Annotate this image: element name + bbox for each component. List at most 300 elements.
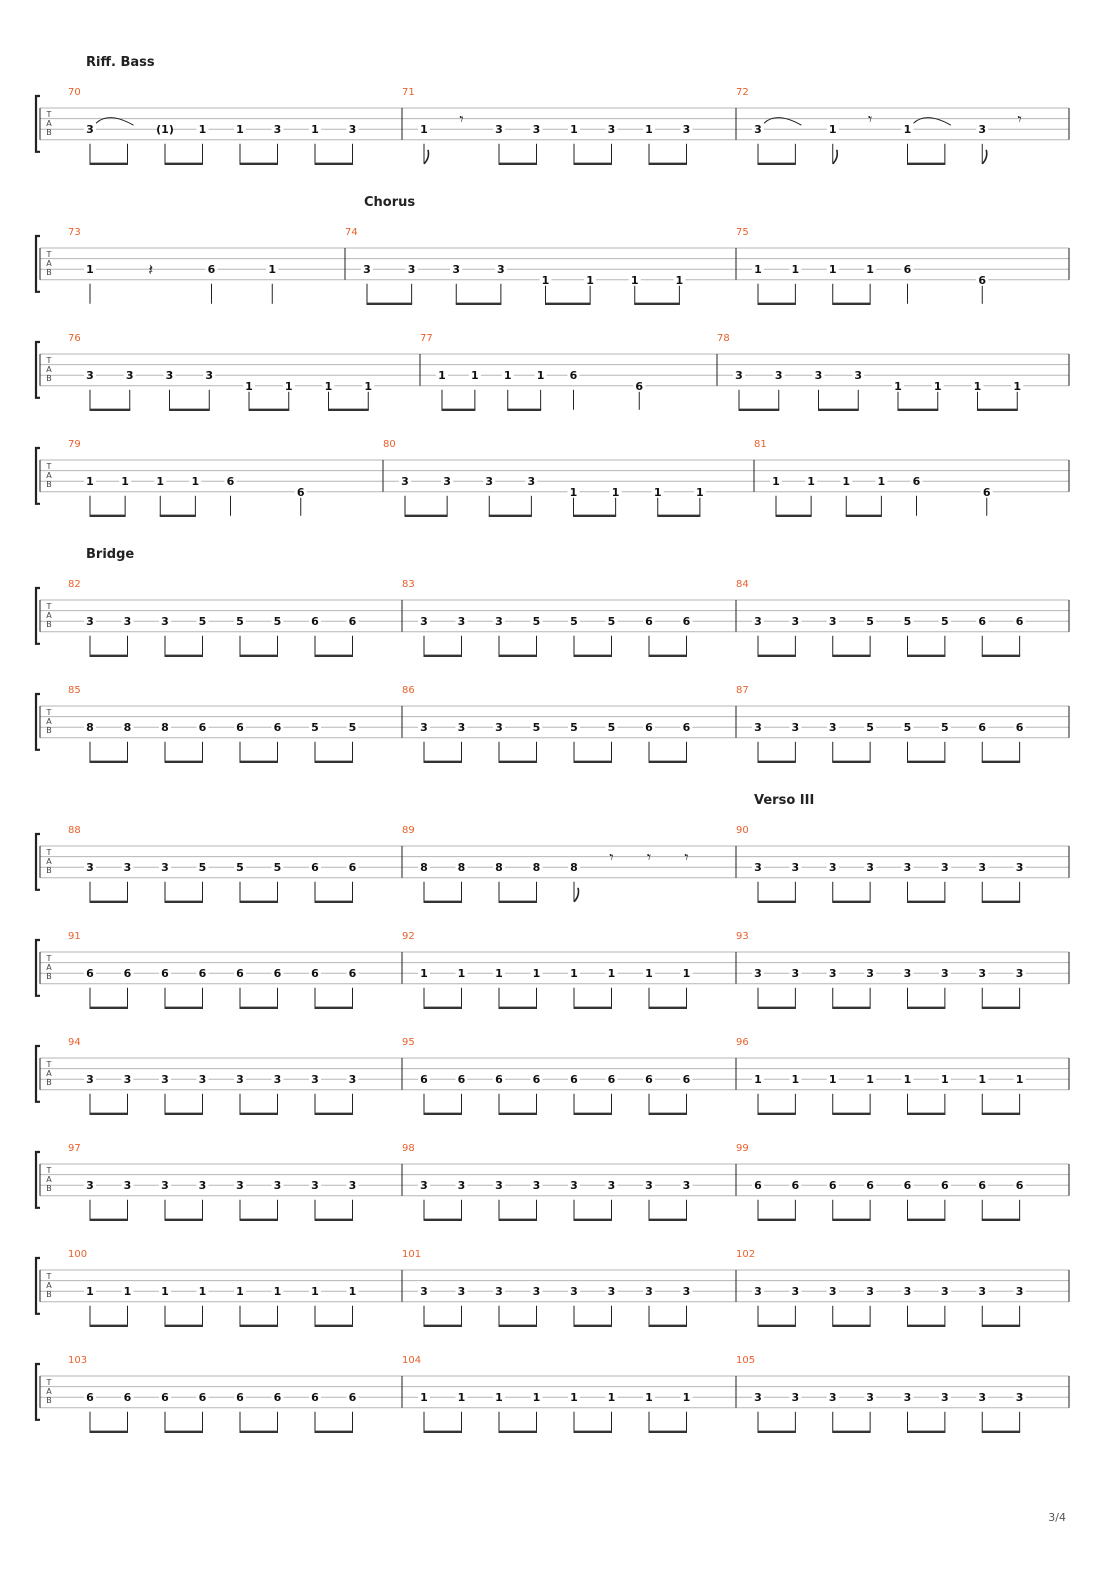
fret-number: 6 xyxy=(982,485,991,499)
fret-number: 6 xyxy=(941,1179,949,1193)
fret-number: 3 xyxy=(161,1179,169,1193)
fret-number: 3 xyxy=(978,861,987,875)
fret-number: 3 xyxy=(682,123,691,137)
page-number: 3/4 xyxy=(1048,1511,1066,1524)
fret-number: 6 xyxy=(273,967,282,981)
bar-number: 79 xyxy=(68,439,81,450)
bar-number: 82 xyxy=(68,579,81,590)
fret-number: 1 xyxy=(236,123,244,137)
tab-clef-letter: T xyxy=(46,954,52,963)
fret-number: 3 xyxy=(457,1179,466,1193)
fret-number: 6 xyxy=(86,1391,94,1405)
system-bracket xyxy=(36,1364,40,1420)
fret-number: 3 xyxy=(123,861,132,875)
fret-number: 1 xyxy=(268,263,277,277)
fret-number: 3 xyxy=(273,123,282,137)
fret-number: 3 xyxy=(401,475,409,489)
fret-number: 6 xyxy=(1015,1179,1024,1193)
bar-number: 80 xyxy=(383,439,396,450)
fret-number: 6 xyxy=(348,615,357,629)
bar-number: 81 xyxy=(754,439,767,450)
bar-number: 88 xyxy=(68,825,81,836)
fret-number: 5 xyxy=(903,615,912,629)
tab-clef-letter: B xyxy=(46,972,52,981)
tab-clef-letter: B xyxy=(46,1184,52,1193)
system-bracket xyxy=(36,448,40,504)
fret-number: 1 xyxy=(495,967,503,981)
tab-clef-letter: T xyxy=(46,1272,52,1281)
bar-number: 94 xyxy=(68,1037,81,1048)
bar-number: 87 xyxy=(736,685,749,696)
tab-clef-letter: T xyxy=(46,110,52,119)
fret-number: 3 xyxy=(570,1179,578,1193)
fret-number: 5 xyxy=(570,615,578,629)
fret-number: 3 xyxy=(236,1073,244,1087)
bar-number: 99 xyxy=(736,1143,749,1154)
tab-clef-letter: T xyxy=(46,1060,52,1069)
bar-number: 95 xyxy=(402,1037,415,1048)
fret-number: 1 xyxy=(438,369,446,383)
fret-number: 3 xyxy=(754,721,762,735)
fret-number: 3 xyxy=(495,615,503,629)
fret-number: 6 xyxy=(1015,615,1024,629)
fret-number: 6 xyxy=(123,967,132,981)
fret-number: 3 xyxy=(86,861,94,875)
fret-number: 6 xyxy=(682,721,691,735)
system-bracket xyxy=(36,1152,40,1208)
fret-number: 1 xyxy=(682,967,691,981)
bar-number: 86 xyxy=(402,685,415,696)
fret-number: 5 xyxy=(311,721,319,735)
bar-number: 89 xyxy=(402,825,415,836)
tab-clef-letter: A xyxy=(46,611,52,620)
fret-number: 6 xyxy=(311,615,319,629)
fret-number: 6 xyxy=(635,379,644,393)
fret-number: 6 xyxy=(682,1073,691,1087)
fret-number: 6 xyxy=(420,1073,428,1087)
fret-number: 1 xyxy=(903,1073,912,1087)
fret-number: 1 xyxy=(198,1285,207,1299)
fret-number: 1 xyxy=(978,1073,987,1087)
fret-number: 1 xyxy=(198,123,207,137)
fret-number: 6 xyxy=(754,1179,762,1193)
fret-number: 1 xyxy=(653,485,662,499)
fret-number: 1 xyxy=(420,1391,428,1405)
fret-number: 6 xyxy=(866,1179,874,1193)
fret-number: 1 xyxy=(245,379,253,393)
fret-number: 6 xyxy=(296,485,305,499)
tab-clef-letter: T xyxy=(46,1166,52,1175)
section-label: Chorus xyxy=(364,195,416,210)
fret-number: 1 xyxy=(894,379,902,393)
tab-clef-letter: A xyxy=(46,1281,52,1290)
fret-number: 5 xyxy=(532,615,541,629)
fret-number: 3 xyxy=(273,1179,282,1193)
tab-clef-letter: T xyxy=(46,356,52,365)
fret-number: 3 xyxy=(1015,967,1024,981)
fret-number: 3 xyxy=(941,1391,949,1405)
fret-number: 6 xyxy=(682,615,691,629)
system-bracket xyxy=(36,1258,40,1314)
fret-number: 3 xyxy=(161,1073,169,1087)
tab-clef-letter: A xyxy=(46,119,52,128)
fret-number: 3 xyxy=(311,1179,319,1193)
system-bracket xyxy=(36,96,40,152)
fret-number: 6 xyxy=(123,1391,132,1405)
fret-number: 3 xyxy=(457,1285,466,1299)
fret-number: 3 xyxy=(123,615,132,629)
fret-number: 6 xyxy=(645,615,653,629)
fret-number: 3 xyxy=(457,615,466,629)
fret-number: 6 xyxy=(311,1391,319,1405)
fret-number: 1 xyxy=(532,1391,541,1405)
section-label: Riff. Bass xyxy=(86,55,155,70)
section-label: Verso III xyxy=(754,793,815,808)
fret-number: 3 xyxy=(198,1179,207,1193)
fret-number: 5 xyxy=(607,721,616,735)
fret-number: 8 xyxy=(420,861,428,875)
fret-number: 6 xyxy=(311,967,319,981)
tab-clef-letter: B xyxy=(46,620,52,629)
fret-number: 6 xyxy=(161,1391,169,1405)
note-flag xyxy=(574,888,579,902)
fret-number: 3 xyxy=(495,1179,503,1193)
fret-number: 1 xyxy=(941,1073,949,1087)
fret-number: 3 xyxy=(866,1391,874,1405)
fret-number: 1 xyxy=(532,967,541,981)
fret-number: 1 xyxy=(311,1285,319,1299)
fret-number: 6 xyxy=(348,1391,357,1405)
fret-number: 3 xyxy=(754,615,762,629)
fret-number: 3 xyxy=(495,123,503,137)
fret-number: 1 xyxy=(570,123,578,137)
fret-number: 6 xyxy=(569,369,578,383)
fret-number: 1 xyxy=(536,369,545,383)
section-label: Bridge xyxy=(86,547,135,562)
fret-number: 1 xyxy=(471,369,479,383)
fret-number: 1 xyxy=(457,967,466,981)
fret-number: 3 xyxy=(443,475,451,489)
fret-number: 5 xyxy=(532,721,541,735)
fret-number: 5 xyxy=(236,615,244,629)
eighth-rest-icon: 𝄾 xyxy=(1017,109,1022,129)
fret-number: 3 xyxy=(311,1073,319,1087)
fret-number: 3 xyxy=(452,263,461,277)
fret-number: 1 xyxy=(607,1391,616,1405)
fret-number: 1 xyxy=(420,967,428,981)
fret-number: 1 xyxy=(828,123,837,137)
fret-number: 5 xyxy=(941,721,949,735)
fret-number: 6 xyxy=(311,861,319,875)
fret-number: 1 xyxy=(828,1073,837,1087)
fret-number: 8 xyxy=(495,861,503,875)
fret-number: 3 xyxy=(420,1179,428,1193)
fret-number: 1 xyxy=(161,1285,169,1299)
fret-number: 1 xyxy=(828,263,837,277)
fret-number: 5 xyxy=(866,615,874,629)
fret-number: 3 xyxy=(941,1285,949,1299)
tab-clef-letter: T xyxy=(46,462,52,471)
bar-number: 70 xyxy=(68,87,81,98)
fret-number: 3 xyxy=(348,123,357,137)
fret-number: 3 xyxy=(978,967,987,981)
fret-number: 1 xyxy=(586,273,594,287)
note-flag xyxy=(833,150,838,164)
fret-number: 6 xyxy=(912,475,921,489)
fret-number: 1 xyxy=(754,1073,762,1087)
fret-number: 5 xyxy=(941,615,949,629)
fret-number: 6 xyxy=(978,273,987,287)
tab-clef-letter: B xyxy=(46,1396,52,1405)
fret-number: 3 xyxy=(754,967,762,981)
bar-number: 90 xyxy=(736,825,749,836)
fret-number: 1 xyxy=(284,379,293,393)
bar-number: 84 xyxy=(736,579,749,590)
fret-number: 3 xyxy=(607,123,616,137)
fret-number: 1 xyxy=(311,123,319,137)
fret-number: 5 xyxy=(198,615,207,629)
fret-number: 3 xyxy=(682,1179,691,1193)
bar-number: 72 xyxy=(736,87,749,98)
fret-number: 3 xyxy=(828,861,837,875)
fret-number: 3 xyxy=(86,369,94,383)
fret-number: 1 xyxy=(842,475,851,489)
tab-clef-letter: B xyxy=(46,1078,52,1087)
fret-number: 1 xyxy=(754,263,762,277)
fret-number: 3 xyxy=(420,721,428,735)
fret-number: 3 xyxy=(1015,1391,1024,1405)
fret-number: 3 xyxy=(363,263,371,277)
fret-number: 3 xyxy=(735,369,743,383)
fret-number: (1) xyxy=(156,123,174,137)
fret-number: 3 xyxy=(236,1179,244,1193)
fret-number: 3 xyxy=(903,861,912,875)
fret-number: 3 xyxy=(978,123,987,137)
bar-number: 71 xyxy=(402,87,415,98)
fret-number: 1 xyxy=(191,475,200,489)
fret-number: 1 xyxy=(645,1391,653,1405)
fret-number: 6 xyxy=(978,1179,987,1193)
tab-clef-letter: T xyxy=(46,602,52,611)
fret-number: 1 xyxy=(645,967,653,981)
eighth-rest-icon: 𝄾 xyxy=(684,847,689,867)
bar-number: 102 xyxy=(736,1249,756,1260)
fret-number: 3 xyxy=(348,1073,357,1087)
fret-number: 8 xyxy=(161,721,169,735)
fret-number: 3 xyxy=(348,1179,357,1193)
bar-number: 83 xyxy=(402,579,415,590)
tab-clef-letter: B xyxy=(46,866,52,875)
fret-number: 3 xyxy=(123,1073,132,1087)
fret-number: 6 xyxy=(236,967,244,981)
fret-number: 8 xyxy=(123,721,132,735)
fret-number: 3 xyxy=(123,1179,132,1193)
fret-number: 3 xyxy=(791,615,800,629)
fret-number: 1 xyxy=(156,475,165,489)
fret-number: 3 xyxy=(903,967,912,981)
fret-number: 3 xyxy=(978,1391,987,1405)
fret-number: 1 xyxy=(807,475,815,489)
fret-number: 1 xyxy=(273,1285,282,1299)
fret-number: 6 xyxy=(236,1391,244,1405)
fret-number: 3 xyxy=(497,263,505,277)
bar-number: 91 xyxy=(68,931,81,942)
fret-number: 6 xyxy=(457,1073,466,1087)
bar-number: 101 xyxy=(402,1249,422,1260)
fret-number: 6 xyxy=(791,1179,800,1193)
fret-number: 5 xyxy=(570,721,578,735)
bar-number: 74 xyxy=(345,227,358,238)
fret-number: 3 xyxy=(86,123,94,137)
bar-number: 98 xyxy=(402,1143,415,1154)
bar-number: 97 xyxy=(68,1143,81,1154)
bar-number: 100 xyxy=(68,1249,88,1260)
fret-number: 3 xyxy=(420,615,428,629)
fret-number: 1 xyxy=(866,1073,874,1087)
fret-number: 3 xyxy=(532,123,541,137)
fret-number: 1 xyxy=(503,369,512,383)
fret-number: 3 xyxy=(570,1285,578,1299)
fret-number: 6 xyxy=(226,475,235,489)
fret-number: 6 xyxy=(198,721,207,735)
fret-number: 1 xyxy=(791,1073,800,1087)
fret-number: 1 xyxy=(420,123,428,137)
fret-number: 6 xyxy=(532,1073,541,1087)
fret-number: 1 xyxy=(675,273,684,287)
fret-number: 1 xyxy=(86,263,94,277)
tab-clef-letter: A xyxy=(46,1175,52,1184)
fret-number: 1 xyxy=(236,1285,244,1299)
system-bracket xyxy=(36,342,40,398)
fret-number: 3 xyxy=(754,1391,762,1405)
fret-number: 5 xyxy=(273,615,282,629)
fret-number: 3 xyxy=(532,1179,541,1193)
fret-number: 3 xyxy=(903,1285,912,1299)
fret-number: 6 xyxy=(236,721,244,735)
system-bracket xyxy=(36,236,40,292)
fret-number: 6 xyxy=(495,1073,503,1087)
fret-number: 3 xyxy=(828,721,837,735)
fret-number: 3 xyxy=(161,615,169,629)
fret-number: 1 xyxy=(611,485,620,499)
fret-number: 6 xyxy=(348,861,357,875)
fret-number: 3 xyxy=(645,1285,653,1299)
fret-number: 3 xyxy=(941,861,949,875)
tab-clef-letter: B xyxy=(46,374,52,383)
eighth-rest-icon: 𝄾 xyxy=(867,109,873,129)
fret-number: 5 xyxy=(198,861,207,875)
fret-number: 6 xyxy=(645,1073,653,1087)
fret-number: 6 xyxy=(903,1179,912,1193)
fret-number: 1 xyxy=(696,485,704,499)
system-bracket xyxy=(36,694,40,750)
fret-number: 1 xyxy=(772,475,780,489)
fret-number: 3 xyxy=(273,1073,282,1087)
fret-number: 3 xyxy=(791,1285,800,1299)
fret-number: 3 xyxy=(205,369,214,383)
fret-number: 6 xyxy=(570,1073,578,1087)
tab-clef-letter: A xyxy=(46,857,52,866)
bar-number: 104 xyxy=(402,1355,422,1366)
fret-number: 3 xyxy=(754,123,762,137)
fret-number: 3 xyxy=(828,1285,837,1299)
fret-number: 1 xyxy=(645,123,653,137)
system-bracket xyxy=(36,940,40,996)
fret-number: 1 xyxy=(933,379,942,393)
fret-number: 3 xyxy=(485,475,494,489)
fret-number: 3 xyxy=(754,1285,762,1299)
fret-number: 5 xyxy=(236,861,244,875)
fret-number: 1 xyxy=(1015,1073,1024,1087)
system-bracket xyxy=(36,588,40,644)
note-flag xyxy=(982,150,987,164)
fret-number: 3 xyxy=(86,1073,94,1087)
fret-number: 3 xyxy=(791,967,800,981)
tab-clef-letter: B xyxy=(46,726,52,735)
fret-number: 6 xyxy=(86,967,94,981)
fret-number: 8 xyxy=(457,861,466,875)
fret-number: 6 xyxy=(273,721,282,735)
tab-clef-letter: B xyxy=(46,1290,52,1299)
fret-number: 6 xyxy=(161,967,169,981)
eighth-rest-icon: 𝄾 xyxy=(459,109,464,129)
fret-number: 1 xyxy=(682,1391,691,1405)
fret-number: 3 xyxy=(814,369,823,383)
fret-number: 8 xyxy=(570,861,578,875)
tab-clef-letter: T xyxy=(46,1378,52,1387)
fret-number: 8 xyxy=(532,861,541,875)
tab-clef-letter: B xyxy=(46,480,52,489)
tab-clef-letter: T xyxy=(46,250,52,259)
system-bracket xyxy=(36,1046,40,1102)
fret-number: 3 xyxy=(1015,861,1024,875)
tab-clef-letter: A xyxy=(46,1387,52,1396)
eighth-rest-icon: 𝄾 xyxy=(646,847,652,867)
fret-number: 1 xyxy=(123,1285,132,1299)
fret-number: 5 xyxy=(903,721,912,735)
tab-clef-letter: B xyxy=(46,128,52,137)
fret-number: 1 xyxy=(121,475,129,489)
bar-number: 78 xyxy=(717,333,730,344)
bar-number: 96 xyxy=(736,1037,749,1048)
tab-clef-letter: A xyxy=(46,1069,52,1078)
fret-number: 3 xyxy=(854,369,863,383)
fret-number: 3 xyxy=(495,1285,503,1299)
fret-number: 1 xyxy=(607,967,616,981)
fret-number: 3 xyxy=(161,861,169,875)
fret-number: 6 xyxy=(607,1073,616,1087)
fret-number: 3 xyxy=(527,475,536,489)
bar-number: 75 xyxy=(736,227,749,238)
fret-number: 6 xyxy=(273,1391,282,1405)
tab-clef-letter: A xyxy=(46,963,52,972)
fret-number: 6 xyxy=(903,263,912,277)
system-bracket xyxy=(36,834,40,890)
fret-number: 6 xyxy=(828,1179,837,1193)
fret-number: 3 xyxy=(978,1285,987,1299)
fret-number: 3 xyxy=(407,263,416,277)
fret-number: 1 xyxy=(973,379,982,393)
fret-number: 1 xyxy=(903,123,912,137)
fret-number: 6 xyxy=(645,721,653,735)
eighth-rest-icon: 𝄾 xyxy=(609,847,614,867)
fret-number: 3 xyxy=(457,721,466,735)
tab-clef-letter: A xyxy=(46,365,52,374)
fret-number: 1 xyxy=(457,1391,466,1405)
tab-clef-letter: A xyxy=(46,717,52,726)
fret-number: 3 xyxy=(607,1285,616,1299)
fret-number: 6 xyxy=(1015,721,1024,735)
